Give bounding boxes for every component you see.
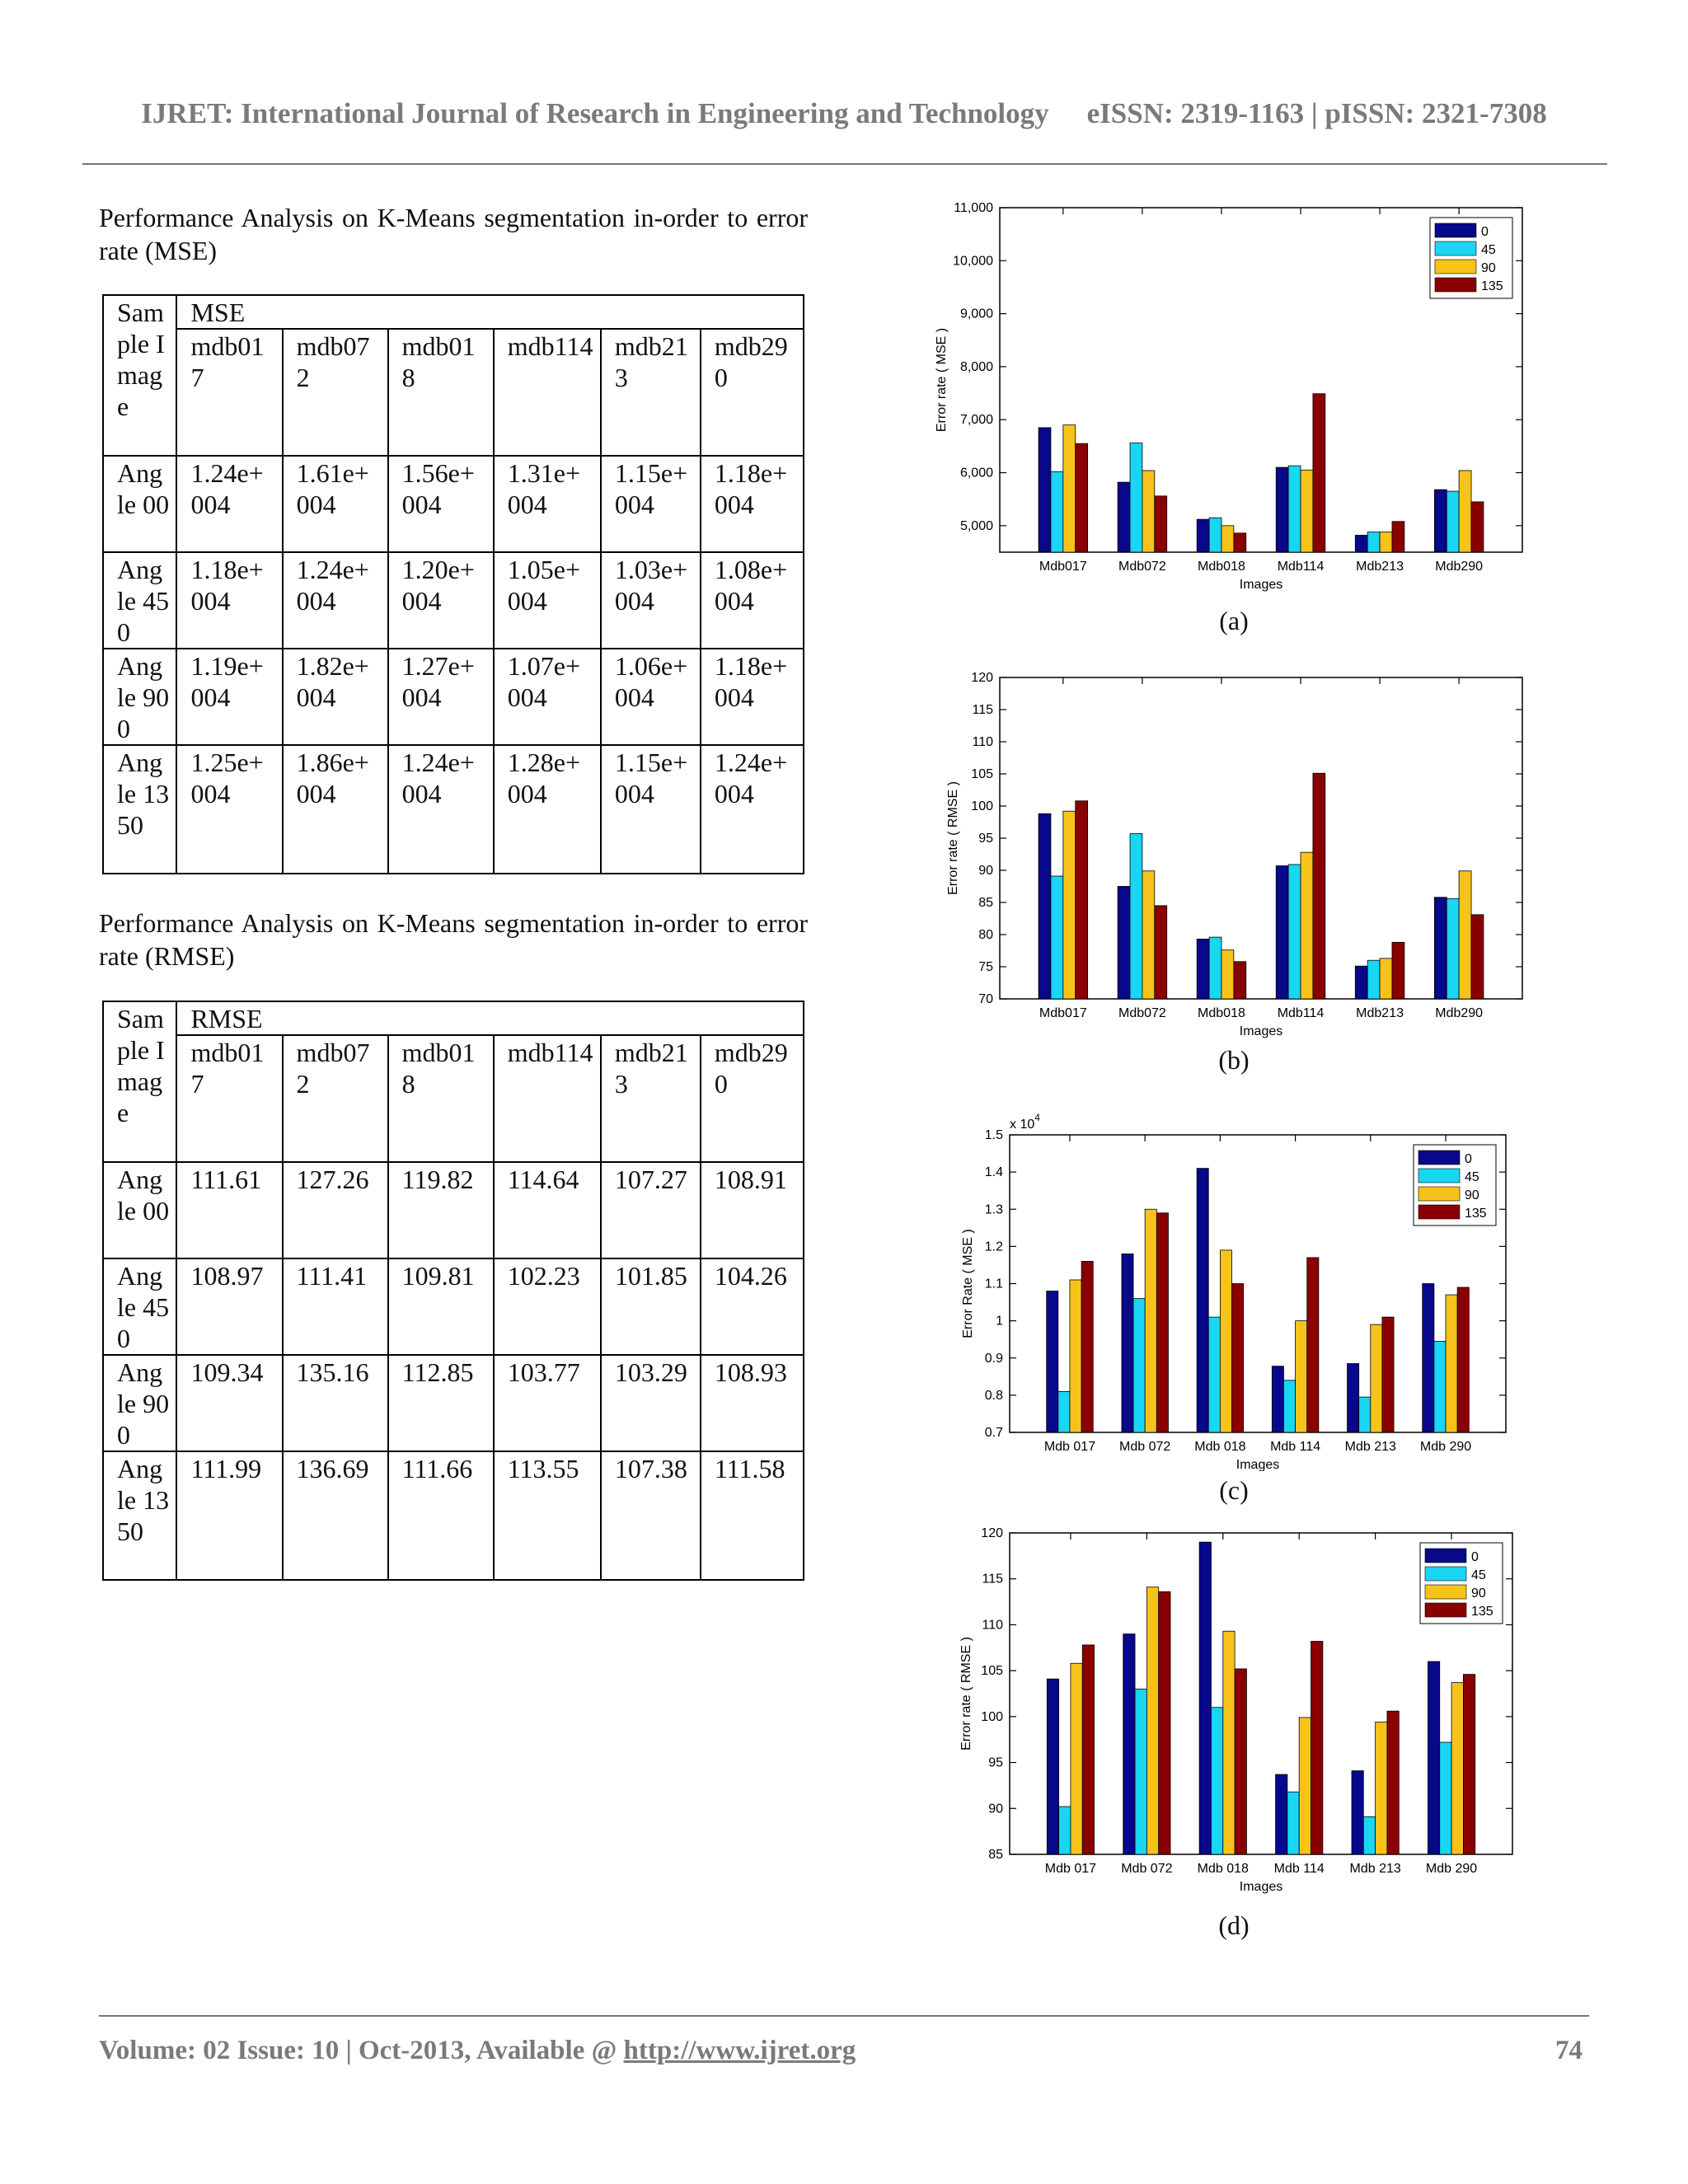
x-tick-label: Mdb 017 [1044,1862,1097,1876]
bar [1392,522,1404,552]
y-tick-label: 0.7 [984,1426,1003,1440]
y-tick-label: 6,000 [959,466,993,480]
figure-b-chart [919,668,1545,1043]
legend-swatch [1435,260,1476,274]
table-cell: 1.28e+004 [494,745,601,874]
bar [1142,871,1155,999]
page-header [0,97,1688,130]
bar [1081,1261,1093,1432]
legend-swatch [1435,223,1476,237]
table-cell: 1.03e+004 [601,552,701,649]
bar [1459,871,1471,999]
bar [1276,1774,1287,1854]
bar [1382,1317,1394,1432]
x-tick-label: Mdb 213 [1349,1862,1401,1876]
x-tick-label: Mdb114 [1277,560,1325,574]
table-cell: 1.61e+004 [283,456,388,552]
exponent-power: 4 [1034,1113,1040,1123]
bar [1283,1380,1295,1432]
bar [1208,1317,1220,1432]
x-tick-label: Mdb072 [1118,1006,1166,1020]
y-tick-label: 1.5 [984,1128,1003,1142]
bar [1076,443,1088,552]
bar [1235,1669,1246,1854]
table-cell: 1.24e+004 [388,745,494,874]
y-tick-label: 70 [978,992,993,1006]
sample-image-header: Sample Image [103,295,176,456]
bar [1299,1718,1311,1854]
y-tick-label: 90 [988,1802,1003,1816]
table-header-row [103,1001,804,1035]
x-tick-label: Mdb017 [1039,560,1087,574]
bar [1459,471,1471,552]
y-tick-label: 8,000 [959,359,993,374]
metric-header: RMSE [176,1001,804,1035]
bar [1209,518,1221,552]
table-cell: 1.31e+004 [494,456,601,552]
table-cell: 111.99 [176,1451,282,1580]
bar [1392,942,1404,999]
bar [1276,467,1288,552]
table-cell: 127.26 [283,1162,388,1258]
table-cell: 1.06e+004 [601,649,701,745]
table-cell: 108.97 [176,1258,282,1355]
bar [1130,443,1142,552]
x-tick-label: Mdb 213 [1344,1440,1396,1454]
bar [1440,1742,1451,1854]
table-cell: 1.05e+004 [494,552,601,649]
table-cell: 1.18e+004 [176,552,282,649]
y-tick-label: 1.3 [984,1202,1003,1217]
x-tick-label: Mdb018 [1198,1006,1245,1020]
bar [1039,813,1051,999]
bar [1159,1591,1170,1854]
x-tick-label: Mdb290 [1435,1006,1484,1020]
mse-table [102,294,804,874]
bar [1434,1341,1446,1432]
bar [1313,773,1325,999]
x-tick-label: Mdb072 [1118,560,1166,574]
table-cell: 1.18e+004 [701,649,804,745]
bar [1367,960,1380,999]
mse-section-heading: Performance Analysis on K-Means segmentation in-order to error rate (MSE) [99,203,808,265]
bar [1428,1661,1439,1854]
table-cell: 1.19e+004 [176,649,282,745]
bar [1313,394,1325,552]
bar [1296,1321,1307,1432]
y-tick-label: 90 [978,864,993,878]
bar [1051,876,1063,999]
bar [1063,425,1076,552]
bar [1446,1295,1457,1432]
y-tick-label: 0.9 [984,1351,1003,1366]
bar [1122,1254,1133,1432]
bar [1234,533,1246,552]
bar [1199,1542,1211,1854]
legend-label: 135 [1471,1605,1493,1619]
figure-d-chart [952,1523,1529,1902]
y-tick-label: 115 [982,1572,1003,1586]
x-tick-label: Mdb018 [1198,560,1245,574]
table-row [103,745,804,874]
bar [1371,1324,1382,1432]
table-cell: 108.93 [701,1355,804,1451]
legend-label: 90 [1481,261,1496,275]
table-cell: 1.82e+004 [283,649,388,745]
bar [1359,1397,1371,1432]
legend-label: 0 [1465,1152,1472,1166]
y-tick-label: 10,000 [953,254,993,269]
column-header: mdb018 [388,329,494,456]
bar [1387,1711,1399,1854]
bar [1363,1816,1375,1854]
table-header-row [103,295,804,329]
bar [1463,1675,1475,1854]
x-axis-label: Images [1239,578,1283,592]
table-row [103,552,804,649]
table-cell: 111.61 [176,1162,282,1258]
y-axis-label: Error rate ( MSE ) [935,327,949,433]
x-axis-label: Images [1236,1458,1280,1471]
table-cell: 109.81 [388,1258,494,1355]
bar-chart-svg [919,668,1545,1043]
column-header: mdb290 [701,329,804,456]
table-cell: 1.86e+004 [283,745,388,874]
y-tick-label: 5,000 [959,518,993,533]
y-tick-label: 110 [982,1618,1003,1633]
x-tick-label: Mdb 017 [1043,1440,1096,1454]
table-column-row [103,329,804,456]
y-tick-label: 0.8 [984,1388,1003,1403]
sample-image-header: Sample Image [103,1001,176,1162]
bar [1311,1641,1323,1854]
x-tick-label: Mdb 114 [1270,1440,1321,1454]
bar [1287,1792,1299,1854]
bar [1221,950,1234,999]
column-header: mdb290 [701,1035,804,1162]
x-axis-label: Images [1239,1024,1283,1038]
bar [1457,1287,1469,1432]
x-tick-label: Mdb213 [1356,1006,1404,1020]
column-header: mdb213 [601,329,701,456]
table-cell: 1.24e+004 [176,456,282,552]
table-cell: 1.15e+004 [601,745,701,874]
bar [1434,490,1447,552]
bar [1447,898,1459,999]
table-cell: 102.23 [494,1258,601,1355]
x-tick-label: Mdb 072 [1119,1440,1171,1454]
issn-text: eISSN: 2319-1163 | pISSN: 2321-7308 [1086,97,1547,129]
y-tick-label: 95 [978,832,993,846]
row-label: Angle 00 [103,456,176,552]
bar [1047,1291,1058,1432]
table-row [103,1355,804,1451]
bar [1471,915,1484,999]
table-cell: 136.69 [283,1451,388,1580]
bar [1145,1209,1156,1432]
legend-label: 0 [1481,225,1489,239]
y-axis-label: Error rate ( RMSE ) [946,781,960,895]
column-header: mdb114 [494,1035,601,1162]
y-tick-label: 105 [971,767,993,781]
table-cell: 1.18e+004 [701,456,804,552]
bar [1380,532,1392,552]
bar [1076,801,1088,999]
bar [1211,1708,1222,1854]
bar [1082,1645,1094,1854]
y-tick-label: 80 [978,928,993,942]
x-tick-label: Mdb 072 [1121,1862,1173,1876]
table-row [103,1162,804,1258]
journal-title: IJRET: International Journal of Research in Engineering and Technology [141,97,1049,129]
legend-swatch [1418,1187,1460,1201]
x-tick-label: Mdb 018 [1197,1862,1249,1876]
bar [1059,1807,1071,1854]
bar [1221,526,1234,552]
bar [1234,962,1246,999]
y-tick-label: 1.4 [984,1165,1003,1180]
legend-label: 135 [1465,1207,1487,1221]
legend-swatch [1425,1585,1466,1599]
bar [1135,1689,1146,1854]
column-header: mdb114 [494,329,601,456]
table-cell: 1.25e+004 [176,745,282,874]
table-cell: 108.91 [701,1162,804,1258]
table-cell: 1.24e+004 [283,552,388,649]
bar [1133,1299,1145,1432]
bar [1434,898,1447,999]
table-cell: 119.82 [388,1162,494,1258]
x-tick-label: Mdb 290 [1419,1440,1472,1454]
page-number: 74 [1555,2036,1582,2065]
table-cell: 111.58 [701,1451,804,1580]
table-cell: 109.34 [176,1355,282,1451]
bar-chart-svg [919,198,1545,606]
y-tick-label: 1.2 [984,1240,1003,1254]
legend-label: 135 [1481,279,1503,293]
legend-label: 45 [1465,1170,1479,1184]
y-tick-label: 85 [988,1848,1003,1862]
bar [1130,834,1142,999]
figure-c-caption: (c) [1219,1475,1249,1505]
bar [1220,1250,1231,1432]
figure-a-caption: (a) [1219,606,1249,635]
table-cell: 101.85 [601,1258,701,1355]
x-tick-label: Mdb290 [1435,560,1484,574]
table-row [103,649,804,745]
table-cell: 135.16 [283,1355,388,1451]
legend-swatch [1418,1205,1460,1219]
table-row [103,1451,804,1580]
legend-swatch [1425,1603,1466,1617]
y-tick-label: 100 [981,1709,1003,1724]
y-tick-label: 1.1 [984,1277,1003,1291]
footer-volume: Volume: 02 Issue: 10 | Oct-2013, Available @ [99,2036,624,2065]
legend-swatch [1425,1567,1466,1581]
bar [1380,958,1392,999]
column-header: mdb018 [388,1035,494,1162]
bar [1288,865,1301,999]
figure-d-caption: (d) [1218,1910,1250,1940]
y-tick-label: 95 [988,1755,1003,1770]
exponent-label: x $10^4$ [1010,1113,1040,1132]
x-tick-label: Mdb213 [1356,560,1404,574]
row-label: Angle 450 [103,552,176,649]
rmse-section-heading: Performance Analysis on K-Means segmentation in-order to error rate (RMSE) [99,908,808,971]
bar [1118,482,1130,552]
legend-swatch [1418,1169,1460,1183]
y-tick-label: 1 [996,1314,1003,1329]
table-cell: 111.66 [388,1451,494,1580]
y-tick-label: 11,000 [954,201,993,215]
table-cell: 1.56e+004 [388,456,494,552]
bar [1070,1280,1081,1432]
table-cell: 1.24e+004 [701,745,804,874]
table-cell: 1.08e+004 [701,552,804,649]
y-tick-label: 100 [971,799,993,813]
table-cell: 112.85 [388,1355,494,1451]
bar [1123,1634,1135,1854]
bar [1142,471,1155,552]
column-header: mdb213 [601,1035,701,1162]
column-header: mdb072 [283,329,388,456]
bar [1451,1683,1463,1854]
table-cell: 104.26 [701,1258,804,1355]
table-row [103,1258,804,1355]
bar [1209,937,1221,999]
bar [1301,470,1313,552]
table-cell: 107.38 [601,1451,701,1580]
y-tick-label: 120 [971,671,993,685]
bar [1355,966,1367,999]
table-cell: 1.07e+004 [494,649,601,745]
bar [1146,1587,1158,1854]
footer-rule [99,2015,1589,2017]
column-header: mdb072 [283,1035,388,1162]
legend-swatch [1435,278,1476,292]
bar [1047,1679,1058,1854]
row-label: Angle 450 [103,1258,176,1355]
bar [1423,1284,1434,1433]
table-cell: 107.27 [601,1162,701,1258]
x-tick-label: Mdb017 [1039,1006,1087,1020]
bar [1276,866,1288,999]
table-column-row [103,1035,804,1162]
bar [1197,939,1209,999]
legend-swatch [1418,1151,1460,1165]
bar [1471,502,1484,552]
legend-label: 45 [1481,243,1496,257]
bar [1232,1284,1244,1433]
bar [1058,1391,1070,1432]
figure-b-caption: (b) [1218,1045,1250,1075]
table-cell: 1.20e+004 [388,552,494,649]
column-header: mdb017 [176,329,282,456]
header-rule [82,163,1607,165]
bar [1155,496,1167,552]
bar-chart-svg [952,1113,1529,1471]
y-axis-label: Error Rate ( MSE ) [961,1229,975,1338]
y-tick-label: 7,000 [959,413,993,428]
footer-text [99,2036,856,2066]
figure-c-chart [952,1113,1529,1471]
bar [1352,1771,1363,1854]
bar [1071,1663,1082,1854]
table-cell: 111.41 [283,1258,388,1355]
bar [1197,1169,1208,1432]
row-label: Angle 900 [103,649,176,745]
bar [1288,466,1301,552]
bar [1355,535,1367,552]
row-label: Angle 1350 [103,745,176,874]
metric-header: MSE [176,295,804,329]
bar [1039,428,1051,552]
bar [1051,471,1063,552]
bar [1156,1213,1168,1432]
table-cell: 1.27e+004 [388,649,494,745]
figure-a-chart [919,198,1545,606]
bar [1223,1631,1235,1854]
x-tick-label: Mdb 018 [1194,1440,1246,1454]
y-tick-label: 110 [972,735,993,749]
y-tick-label: 105 [981,1664,1003,1679]
x-axis-label: Images [1239,1880,1283,1894]
journal-link[interactable]: http://www.ijret.org [623,2036,856,2065]
row-label: Angle 1350 [103,1451,176,1580]
x-tick-label: Mdb 290 [1425,1862,1478,1876]
y-axis-label: Error rate ( RMSE ) [959,1637,973,1750]
legend-swatch [1425,1549,1466,1563]
bar-chart-svg [952,1523,1529,1902]
table-row [103,456,804,552]
bar [1197,519,1209,552]
legend-label: 90 [1471,1586,1486,1601]
bar [1272,1366,1283,1432]
y-tick-label: 75 [978,960,993,974]
y-tick-label: 85 [978,896,993,910]
bar [1376,1722,1387,1854]
bar [1155,906,1167,999]
table-cell: 113.55 [494,1451,601,1580]
y-tick-label: 9,000 [959,307,993,321]
table-cell: 114.64 [494,1162,601,1258]
x-tick-label: Mdb114 [1277,1006,1325,1020]
bar [1447,491,1459,552]
legend-label: 45 [1471,1568,1486,1582]
bar [1348,1364,1359,1432]
row-label: Angle 00 [103,1162,176,1258]
x-tick-label: Mdb 114 [1273,1862,1325,1876]
rmse-table [102,1001,804,1581]
y-tick-label: 115 [972,703,993,717]
bar [1307,1258,1319,1432]
bar [1063,811,1076,999]
table-cell: 103.77 [494,1355,601,1451]
legend-label: 90 [1465,1188,1479,1202]
row-label: Angle 900 [103,1355,176,1451]
bar [1367,532,1380,552]
column-header: mdb017 [176,1035,282,1162]
bar [1118,887,1130,1000]
legend-label: 0 [1471,1550,1479,1564]
bar [1301,852,1313,999]
table-cell: 103.29 [601,1355,701,1451]
table-cell: 1.15e+004 [601,456,701,552]
y-tick-label: 120 [981,1526,1003,1540]
legend-swatch [1435,241,1476,255]
